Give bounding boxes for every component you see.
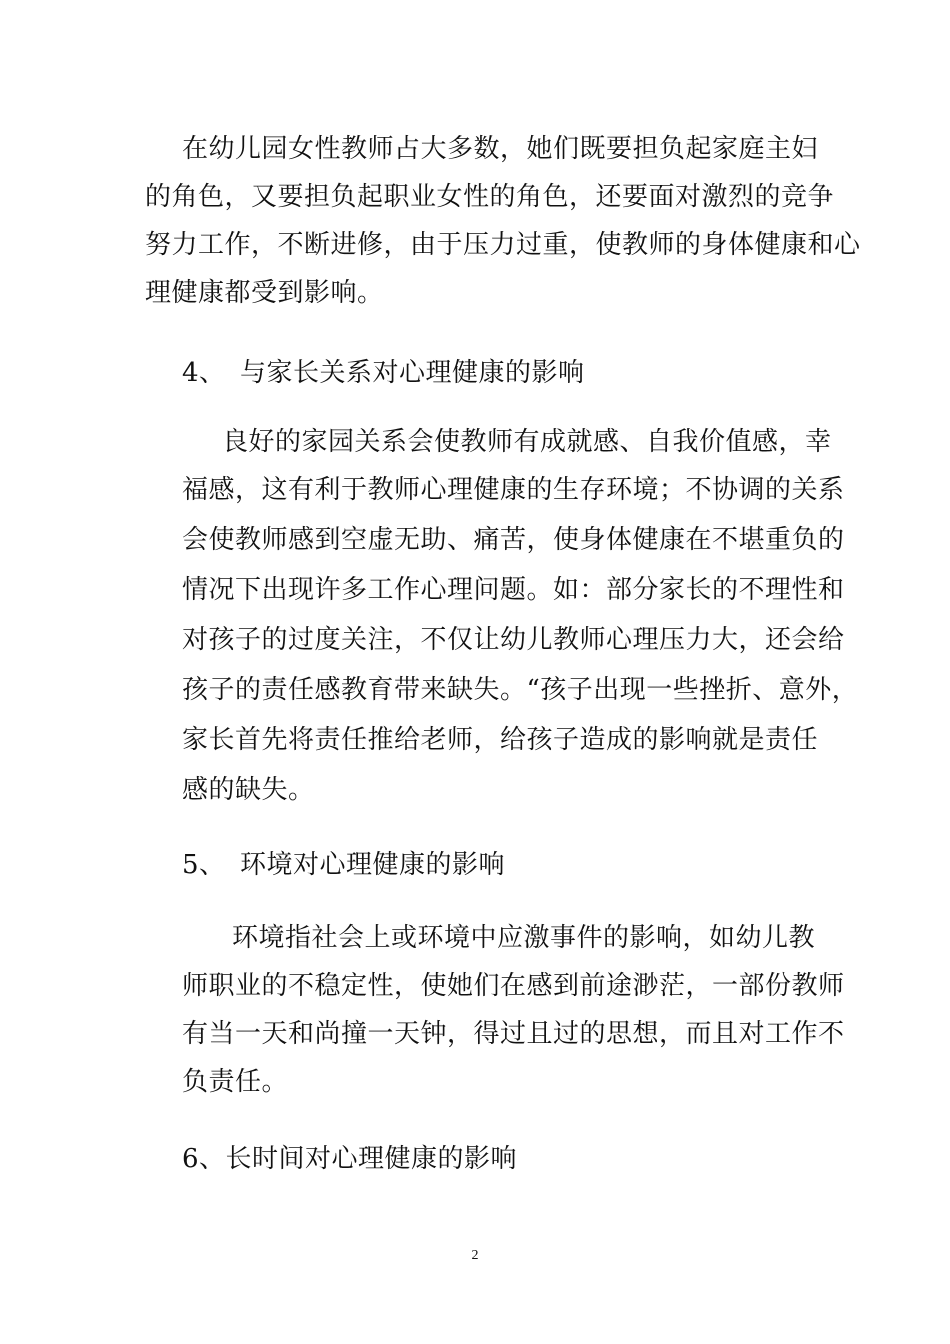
- paragraph-2-line-2: 福感，这有利于教师心理健康的生存环境；不协调的关系: [182, 475, 845, 505]
- paragraph-2-line-5: 对孩子的过度关注，不仅让幼儿教师心理压力大，还会给: [182, 625, 845, 655]
- paragraph-3-line-1: 环境指社会上或环境中应激事件的影响，如幼儿教: [232, 923, 816, 953]
- paragraph-2-line-3: 会使教师感到空虚无助、痛苦，使身体健康在不堪重负的: [182, 525, 845, 555]
- paragraph-2-line-4: 情况下出现许多工作心理问题。如：部分家长的不理性和: [182, 575, 845, 605]
- paragraph-1-line-3: 努力工作，不断进修，由于压力过重，使教师的身体健康和心: [145, 230, 861, 260]
- section-title: 与家长关系对心理健康的影响: [240, 358, 585, 388]
- paragraph-2-line-1: 良好的家园关系会使教师有成就感、自我价值感，幸: [222, 427, 832, 457]
- paragraph-2-line-8: 感的缺失。: [182, 775, 315, 805]
- page-number: 2: [471, 1248, 479, 1263]
- section-heading-4: [182, 357, 585, 389]
- section-heading-5: [182, 849, 505, 881]
- section-heading-6: 6、长时间对心理健康的影响: [182, 1144, 518, 1174]
- section-number: 5、: [182, 850, 226, 880]
- paragraph-1-line-1: 在幼儿园女性教师占大多数，她们既要担负起家庭主妇: [182, 134, 819, 164]
- paragraph-1-line-4: 理健康都受到影响。: [145, 278, 384, 308]
- section-number: 4、: [182, 358, 226, 388]
- paragraph-3-line-4: 负责任。: [182, 1067, 289, 1097]
- section-title: 环境对心理健康的影响: [240, 850, 506, 880]
- paragraph-3-line-2: 师职业的不稳定性，使她们在感到前途渺茫，一部份教师: [182, 971, 845, 1001]
- paragraph-2-line-7: 家长首先将责任推给老师，给孩子造成的影响就是责任: [182, 725, 819, 755]
- paragraph-2-line-6: 孩子的责任感教育带来缺失。“孩子出现一些挫折、意外，: [182, 675, 859, 705]
- paragraph-3-line-3: 有当一天和尚撞一天钟，得过且过的思想，而且对工作不: [182, 1019, 845, 1049]
- paragraph-1-line-2: 的角色，又要担负起职业女性的角色，还要面对激烈的竞争: [145, 182, 835, 212]
